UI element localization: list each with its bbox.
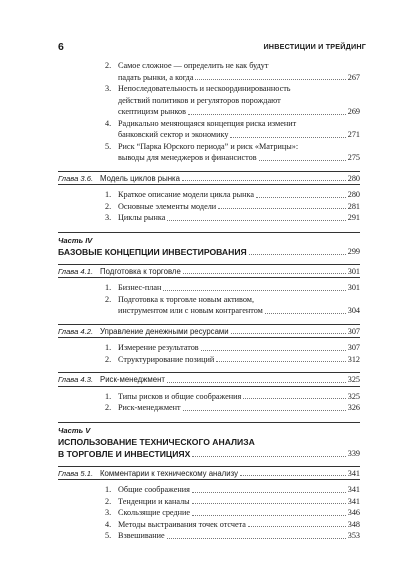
item-number: 1. (105, 391, 112, 401)
page-number: 6 (58, 41, 64, 53)
page-ref: 341 (347, 485, 360, 494)
page-ref: 280 (347, 173, 360, 183)
item-number: 1. (105, 343, 112, 352)
item-number: 3. (105, 213, 112, 222)
toc-item (58, 402, 360, 414)
chapter-label: Глава 4.1. (58, 266, 94, 276)
page-ref: 301 (347, 283, 360, 292)
divider (58, 277, 360, 278)
chapter-title: Управление денежными ресурсами (100, 326, 229, 336)
chapter-entry (58, 326, 360, 338)
page-ref: 341 (347, 496, 360, 506)
page-ref: 348 (347, 519, 360, 529)
toc-item (58, 201, 360, 213)
page-ref: 275 (347, 153, 360, 162)
item-number: 1. (105, 190, 112, 199)
toc-item (58, 391, 360, 403)
divider (58, 422, 360, 423)
item-text: Скользящие средние (118, 508, 191, 517)
divider (58, 337, 360, 338)
page-ref: 312 (347, 354, 360, 364)
table-of-contents (58, 60, 360, 542)
item-number: 3. (105, 84, 112, 93)
item-text-line: действий политиков и регуляторов порождают (118, 95, 281, 105)
item-text: Краткое описание модели цикла рынка (118, 190, 254, 199)
divider (58, 372, 360, 373)
item-number: 2. (105, 61, 112, 70)
chapter-label: Глава 4.3. (58, 375, 94, 384)
part-title: ИСПОЛЬЗОВАНИЕ ТЕХНИЧЕСКОГО АНАЛИЗА (58, 436, 255, 447)
item-number: 4. (105, 519, 112, 529)
item-text-line: скептицизм рынков (118, 107, 186, 116)
item-text: Структурирование позиций (118, 354, 215, 364)
item-text: Типы рисков и общие соображения (118, 391, 242, 401)
chapter-label: Глава 3.6. (58, 173, 94, 183)
item-number: 3. (105, 508, 112, 517)
toc-item (58, 118, 360, 141)
toc-item (58, 519, 360, 531)
page-ref: 280 (347, 190, 360, 199)
toc-item (58, 83, 360, 118)
chapter-title: Модель циклов рынка (100, 173, 180, 183)
item-number: 2. (105, 294, 112, 304)
toc-item (58, 342, 360, 354)
page-ref: 269 (347, 107, 360, 116)
page-ref: 341 (347, 468, 360, 478)
item-number: 5. (105, 141, 112, 151)
chapter-label: Глава 5.1. (58, 468, 94, 478)
item-number: 2. (105, 496, 112, 506)
item-text: Основные элементы модели (118, 201, 217, 211)
page-ref: 339 (347, 448, 360, 458)
page-ref: 307 (347, 326, 360, 336)
page-ref: 325 (347, 391, 360, 401)
item-number: 1. (105, 485, 112, 494)
item-text-line: выводы для менеджеров и финансистов (118, 153, 257, 162)
chapter-entry (58, 173, 360, 185)
divider (58, 171, 360, 172)
page-ref: 307 (347, 343, 360, 352)
page-ref: 353 (347, 531, 360, 540)
divider (58, 232, 360, 233)
toc-item (58, 294, 360, 317)
page-ref: 291 (347, 213, 360, 222)
toc-item (58, 282, 360, 294)
item-text-line: падать рынки, а когда (118, 72, 194, 82)
item-text-line: Риск “Парка Юрского периода” и риск «Матрицы»: (118, 141, 299, 151)
chapter-entry (58, 468, 360, 480)
item-number: 2. (105, 354, 112, 364)
chapter-title: Подготовка к торговле (100, 266, 181, 276)
part-title-entry (58, 448, 360, 460)
part-title: БАЗОВЫЕ КОНЦЕПЦИИ ИНВЕСТИРОВАНИЯ (58, 246, 247, 257)
toc-item (58, 530, 360, 542)
part-label: Часть IV (58, 235, 93, 245)
part-title: В ТОРГОВЛЕ И ИНВЕСТИЦИЯХ (58, 448, 191, 459)
item-text-line: Подготовка к торговле новым активом, (118, 294, 255, 304)
part-title-entry (58, 246, 360, 258)
divider (58, 184, 360, 185)
item-text-line: Радикально меняющаяся концепция риска изменит (118, 118, 297, 128)
chapter-title: Риск-менеджмент (100, 375, 165, 384)
chapter-label: Глава 4.2. (58, 326, 94, 336)
page-ref: 346 (347, 508, 360, 517)
item-number: 1. (105, 283, 112, 292)
item-number: 4. (105, 118, 112, 128)
toc-item (58, 212, 360, 224)
divider (58, 386, 360, 387)
item-text-line: Самое сложное — определить не как будут (118, 61, 269, 70)
item-number: 2. (105, 403, 112, 412)
item-text: Циклы рынка (118, 213, 166, 222)
toc-item (58, 189, 360, 201)
running-title: ИНВЕСТИЦИИ И ТРЕЙДИНГ (263, 42, 366, 51)
item-text: Методы выстраивания точек отсчета (118, 519, 246, 529)
divider (58, 466, 360, 467)
item-text: Тенденции и каналы (118, 496, 190, 506)
divider (58, 264, 360, 265)
toc-item (58, 141, 360, 164)
page-ref: 299 (347, 246, 360, 256)
page-ref: 325 (347, 375, 360, 384)
chapter-entry (58, 374, 360, 386)
toc-item (58, 60, 360, 83)
chapter-title: Комментарии к техническому анализу (100, 468, 238, 478)
item-text: Взвешивание (118, 531, 165, 540)
item-text: Измерение результатов (118, 343, 199, 352)
page-ref: 271 (347, 130, 360, 139)
page-ref: 267 (347, 72, 360, 82)
page-ref: 326 (347, 403, 360, 412)
item-number: 5. (105, 531, 112, 540)
divider (58, 479, 360, 480)
item-text-line: банковский сектор и экономику (118, 130, 229, 139)
item-text: Риск-менеджмент (118, 403, 181, 412)
divider (58, 324, 360, 325)
toc-item (58, 484, 360, 496)
item-number: 2. (105, 201, 112, 211)
page-ref: 301 (347, 266, 360, 276)
item-text-line: Непоследовательность и нескоординированность (118, 84, 291, 93)
item-text-line: инструментом или с новым контрагентом (118, 306, 263, 315)
toc-item (58, 496, 360, 508)
chapter-entry (58, 266, 360, 278)
toc-item (58, 507, 360, 519)
page-header (58, 41, 366, 53)
page-ref: 281 (347, 201, 360, 211)
item-text: Бизнес-план (118, 283, 162, 292)
part-label: Часть V (58, 425, 91, 435)
item-text: Общие соображения (118, 485, 190, 494)
page-ref: 304 (347, 306, 360, 315)
toc-item (58, 354, 360, 366)
